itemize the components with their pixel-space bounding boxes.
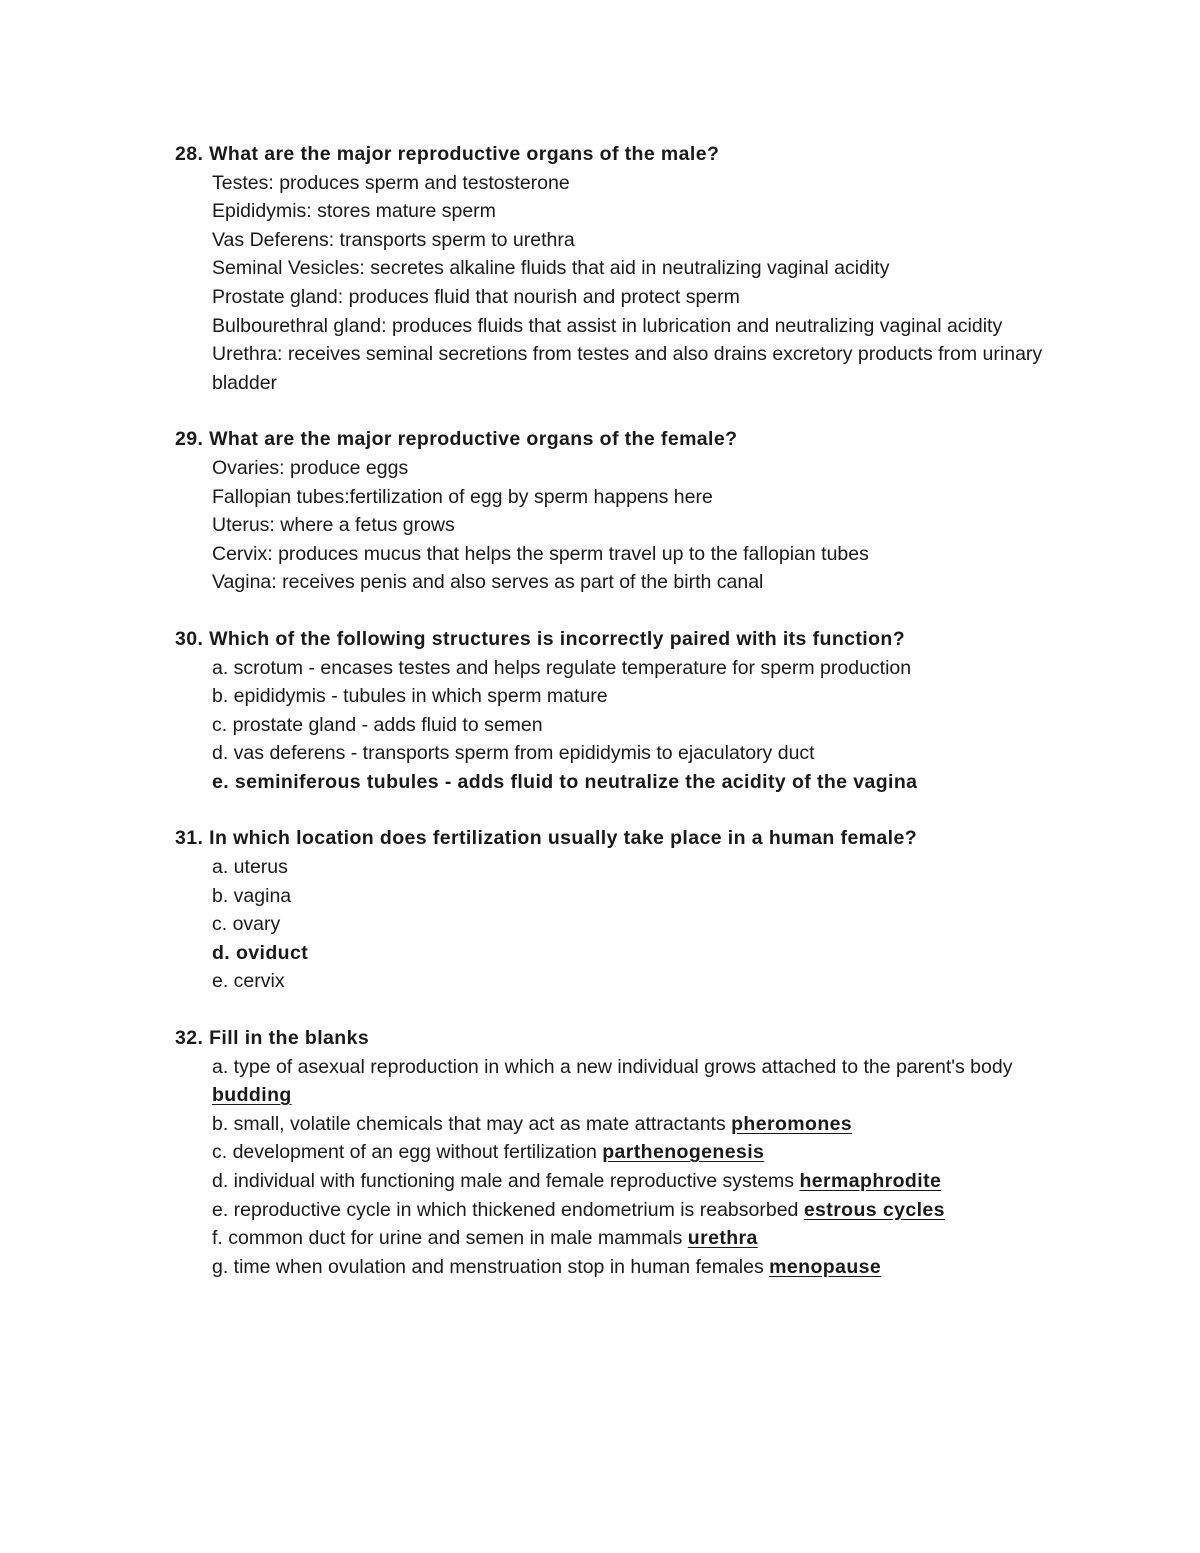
fill-in-prompt: b. small, volatile chemicals that may act as mate attractants	[212, 1112, 726, 1135]
fill-in-answer: parthenogenesis	[602, 1141, 765, 1164]
option-b: b. vagina	[212, 884, 292, 907]
answer-line: Cervix: produces mucus that helps the sperm travel up to the fallopian tubes	[212, 542, 869, 565]
question-29	[175, 425, 1075, 597]
answer-line: Uterus: where a fetus grows	[212, 514, 455, 537]
question-title: 30. Which of the following structures is incorrectly paired with its function?	[175, 627, 906, 650]
fill-in-item	[212, 1053, 1075, 1110]
fill-in-answer: hermaphrodite	[799, 1170, 942, 1192]
option-a: a. uterus	[212, 856, 288, 879]
fill-in-prompt: e. reproductive cycle in which thickened endometrium is reabsorbed	[212, 1198, 799, 1221]
fill-in-answer: menopause	[769, 1255, 882, 1278]
fill-in-answer: budding	[212, 1084, 292, 1107]
fill-in-item	[212, 1224, 1075, 1253]
option-e-correct: e. seminiferous tubules - adds fluid to neutralize the acidity of the vagina	[212, 770, 918, 793]
worksheet-page	[175, 140, 1075, 1309]
fill-in-item	[212, 1138, 1075, 1167]
answer-line: Epididymis: stores mature sperm	[212, 200, 496, 223]
answer-list	[175, 454, 1075, 597]
answer-list	[175, 169, 1075, 398]
question-title: 31. In which location does fertilization usually take place in a human female?	[175, 827, 918, 850]
fill-in-prompt: d. individual with functioning male and female reproductive systems	[212, 1170, 795, 1192]
question-title: 29. What are the major reproductive organs of the female?	[175, 428, 738, 451]
fill-in-prompt: c. development of an egg without fertilization	[212, 1141, 597, 1164]
answer-line: Fallopian tubes:fertilization of egg by sperm happens here	[212, 485, 713, 508]
answer-line: Testes: produces sperm and testosterone	[212, 171, 570, 194]
answer-line: Vas Deferens: transports sperm to urethra	[212, 228, 575, 251]
fill-in-prompt: f. common duct for urine and semen in male mammals	[212, 1227, 683, 1250]
option-list	[175, 654, 1075, 797]
fill-in-item	[212, 1196, 1075, 1225]
answer-line: Ovaries: produce eggs	[212, 456, 409, 479]
option-e: e. cervix	[212, 970, 285, 993]
question-32	[175, 1024, 1075, 1281]
option-list	[175, 853, 1075, 996]
option-a: a. scrotum - encases testes and helps regulate temperature for sperm production	[212, 656, 912, 679]
option-c: c. prostate gland - adds fluid to semen	[212, 713, 543, 736]
answer-line: Vagina: receives penis and also serves as part of the birth canal	[212, 571, 764, 594]
option-c: c. ovary	[212, 913, 281, 936]
fill-in-prompt: a. type of asexual reproduction in which a new individual grows attached to the parent's body	[212, 1055, 1013, 1078]
fill-in-item	[212, 1167, 1075, 1196]
question-31	[175, 824, 1075, 996]
fill-in-prompt: g. time when ovulation and menstruation stop in human females	[212, 1255, 764, 1278]
fill-in-item	[212, 1253, 1075, 1282]
fill-in-answer: pheromones	[731, 1112, 853, 1135]
question-28	[175, 140, 1075, 397]
option-d: d. vas deferens - transports sperm from epididymis to ejaculatory duct	[212, 742, 815, 765]
question-title: 32. Fill in the blanks	[175, 1027, 370, 1050]
answer-line: Bulbourethral gland: produces fluids that assist in lubrication and neutralizing vaginal acidity	[212, 314, 1003, 337]
option-d-correct: d. oviduct	[212, 941, 309, 964]
fill-in-list	[175, 1053, 1075, 1282]
fill-in-answer: estrous cycles	[803, 1198, 945, 1221]
answer-line: Seminal Vesicles: secretes alkaline fluids that aid in neutralizing vaginal acidity	[212, 257, 890, 280]
option-b: b. epididymis - tubules in which sperm mature	[212, 685, 608, 708]
answer-line: Urethra: receives seminal secretions from testes and also drains excretory products from urinary bladder	[212, 343, 1043, 394]
question-title: 28. What are the major reproductive organs of the male?	[175, 143, 720, 165]
fill-in-answer: urethra	[687, 1227, 758, 1250]
fill-in-item	[212, 1110, 1075, 1139]
question-30	[175, 625, 1075, 797]
answer-line: Prostate gland: produces fluid that nourish and protect sperm	[212, 285, 740, 308]
